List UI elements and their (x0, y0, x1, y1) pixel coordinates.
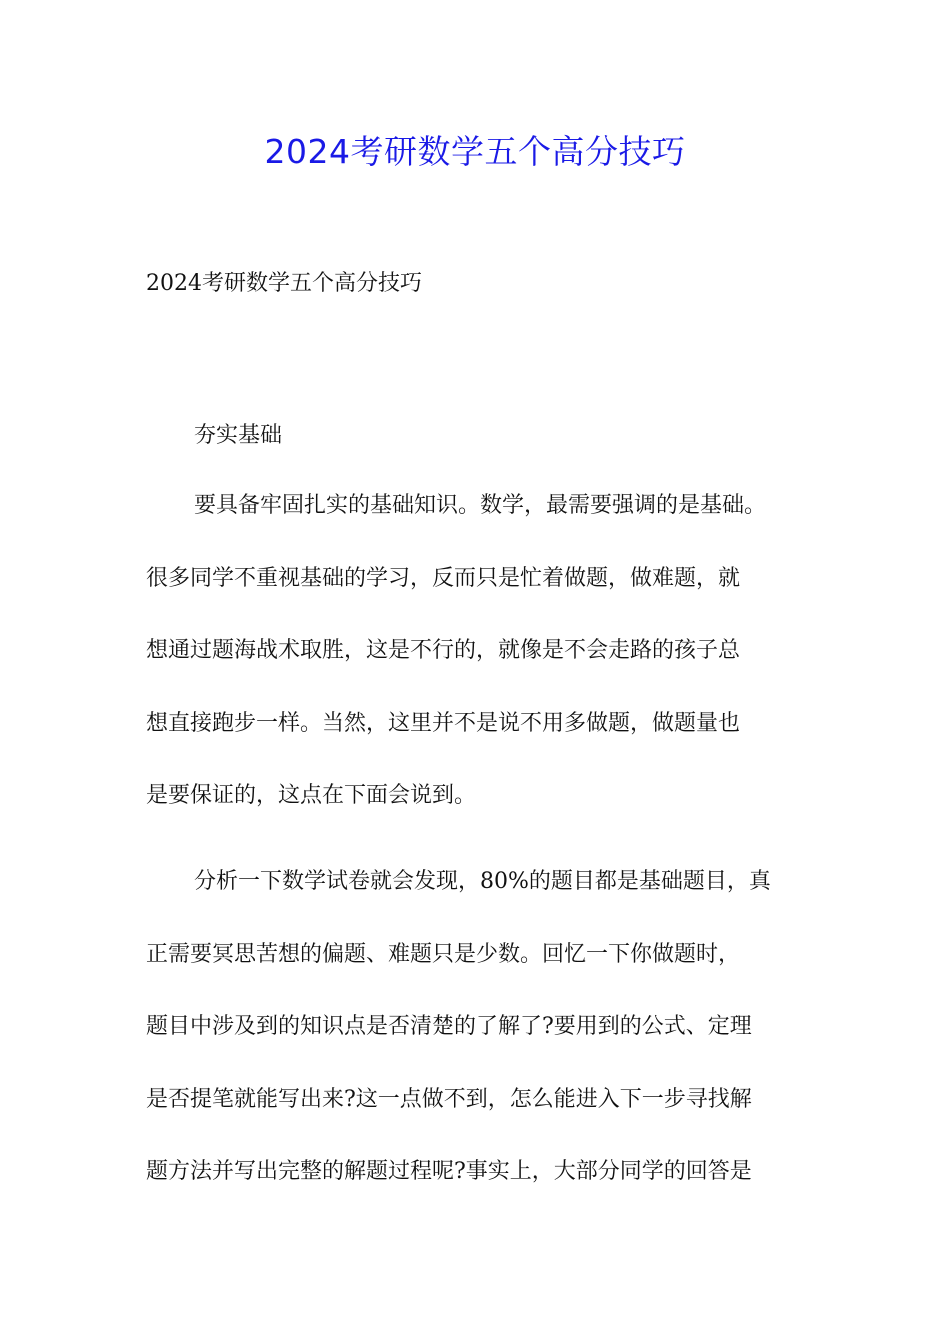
paragraph-line: 题目中涉及到的知识点是否清楚的了解了?要用到的公式、定理 (146, 1014, 752, 1039)
paragraph-1 (146, 470, 816, 833)
paragraph-line: 想通过题海战术取胜，这是不行的，就像是不会走路的孩子总 (146, 638, 741, 663)
document-subtitle: 2024考研数学五个高分技巧 (146, 271, 422, 296)
document-title: 2024考研数学五个高分技巧 (264, 132, 686, 171)
paragraph-line: 想直接跑步一样。当然，这里并不是说不用多做题，做题量也 (146, 710, 741, 736)
section-heading: 夯实基础 (194, 423, 283, 448)
paragraph-2 (146, 846, 816, 1209)
paragraph-line: 是要保证的，这点在下面会说到。 (146, 783, 477, 808)
paragraph-line: 正需要冥思苦想的偏题、难题只是少数。回忆一下你做题时， (146, 941, 741, 967)
paragraph-line: 题方法并写出完整的解题过程呢?事实上，大部分同学的回答是 (146, 1159, 752, 1184)
paragraph-line: 分析一下数学试卷就会发现，80%的题目都是基础题目，真 (194, 869, 771, 894)
paragraph-line: 要具备牢固扎实的基础知识。数学，最需要强调的是基础。 (194, 493, 767, 518)
paragraph-line: 是否提笔就能写出来?这一点做不到，怎么能进入下一步寻找解 (146, 1086, 752, 1112)
paragraph-line: 很多同学不重视基础的学习，反而只是忙着做题，做难题，就 (146, 565, 741, 591)
